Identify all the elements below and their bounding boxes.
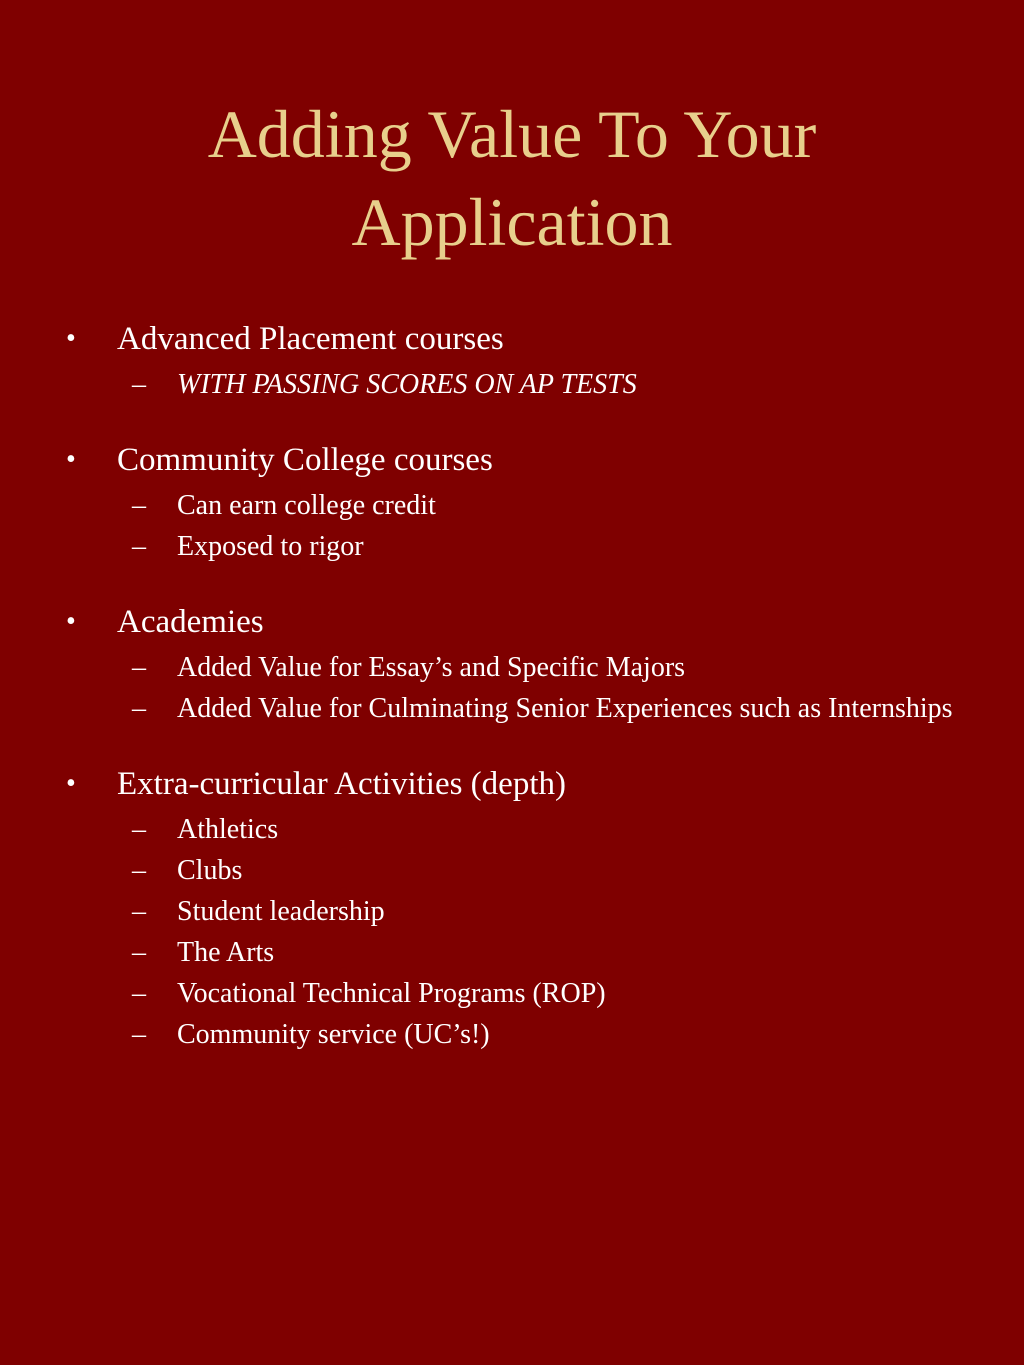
sub-item-label: Clubs xyxy=(177,855,243,886)
dash-icon: – xyxy=(132,855,146,886)
dash-icon: – xyxy=(132,896,146,927)
sub-item xyxy=(62,813,982,846)
sub-item-label: Added Value for Culminating Senior Experiences such as Internships xyxy=(177,693,953,724)
sub-item xyxy=(62,895,982,928)
sub-item-label: Community service (UC’s!) xyxy=(177,1019,490,1050)
dash-icon: – xyxy=(132,531,146,562)
bullet-label: Advanced Placement courses xyxy=(117,321,504,357)
sub-item-label: Vocational Technical Programs (ROP) xyxy=(177,978,606,1009)
slide-title-line2: Application xyxy=(351,184,673,260)
dash-icon: – xyxy=(132,652,146,683)
sub-item-label: WITH PASSING SCORES ON AP TESTS xyxy=(177,369,637,400)
bullet-list xyxy=(62,318,982,1089)
bullet-item-community-college xyxy=(62,439,982,563)
sub-item-label: Can earn college credit xyxy=(177,490,436,521)
sub-item xyxy=(62,692,982,725)
sub-item-label: Athletics xyxy=(177,814,279,845)
sub-list xyxy=(62,813,982,1051)
slide-title-line1: Adding Value To Your xyxy=(207,96,817,172)
sub-item-label: Added Value for Essay’s and Specific Majors xyxy=(177,652,686,683)
bullet-icon: • xyxy=(66,444,76,475)
sub-item xyxy=(62,936,982,969)
dash-icon: – xyxy=(132,937,146,968)
bullet-label: Community College courses xyxy=(117,442,493,478)
dash-icon: – xyxy=(132,693,146,724)
bullet-item-academies xyxy=(62,601,982,725)
sub-item-label: The Arts xyxy=(177,937,275,968)
slide-title xyxy=(60,90,964,266)
dash-icon: – xyxy=(132,814,146,845)
sub-item-label: Exposed to rigor xyxy=(177,531,364,562)
bullet-icon: • xyxy=(66,606,76,637)
bullet-label: Academies xyxy=(117,604,264,640)
sub-item xyxy=(62,1018,982,1051)
sub-item xyxy=(62,368,982,401)
bullet-label: Extra-curricular Activities (depth) xyxy=(117,766,566,802)
sub-item-label: Student leadership xyxy=(177,896,385,927)
sub-list xyxy=(62,489,982,563)
dash-icon: – xyxy=(132,369,146,400)
sub-item xyxy=(62,977,982,1010)
dash-icon: – xyxy=(132,490,146,521)
sub-item xyxy=(62,530,982,563)
sub-item xyxy=(62,651,982,684)
sub-item xyxy=(62,489,982,522)
dash-icon: – xyxy=(132,1019,146,1050)
sub-list xyxy=(62,651,982,725)
bullet-icon: • xyxy=(66,768,76,799)
sub-item xyxy=(62,854,982,887)
sub-list xyxy=(62,368,982,401)
bullet-item-extracurricular xyxy=(62,763,982,1051)
bullet-icon: • xyxy=(66,323,76,354)
dash-icon: – xyxy=(132,978,146,1009)
bullet-item-advanced-placement xyxy=(62,318,982,401)
